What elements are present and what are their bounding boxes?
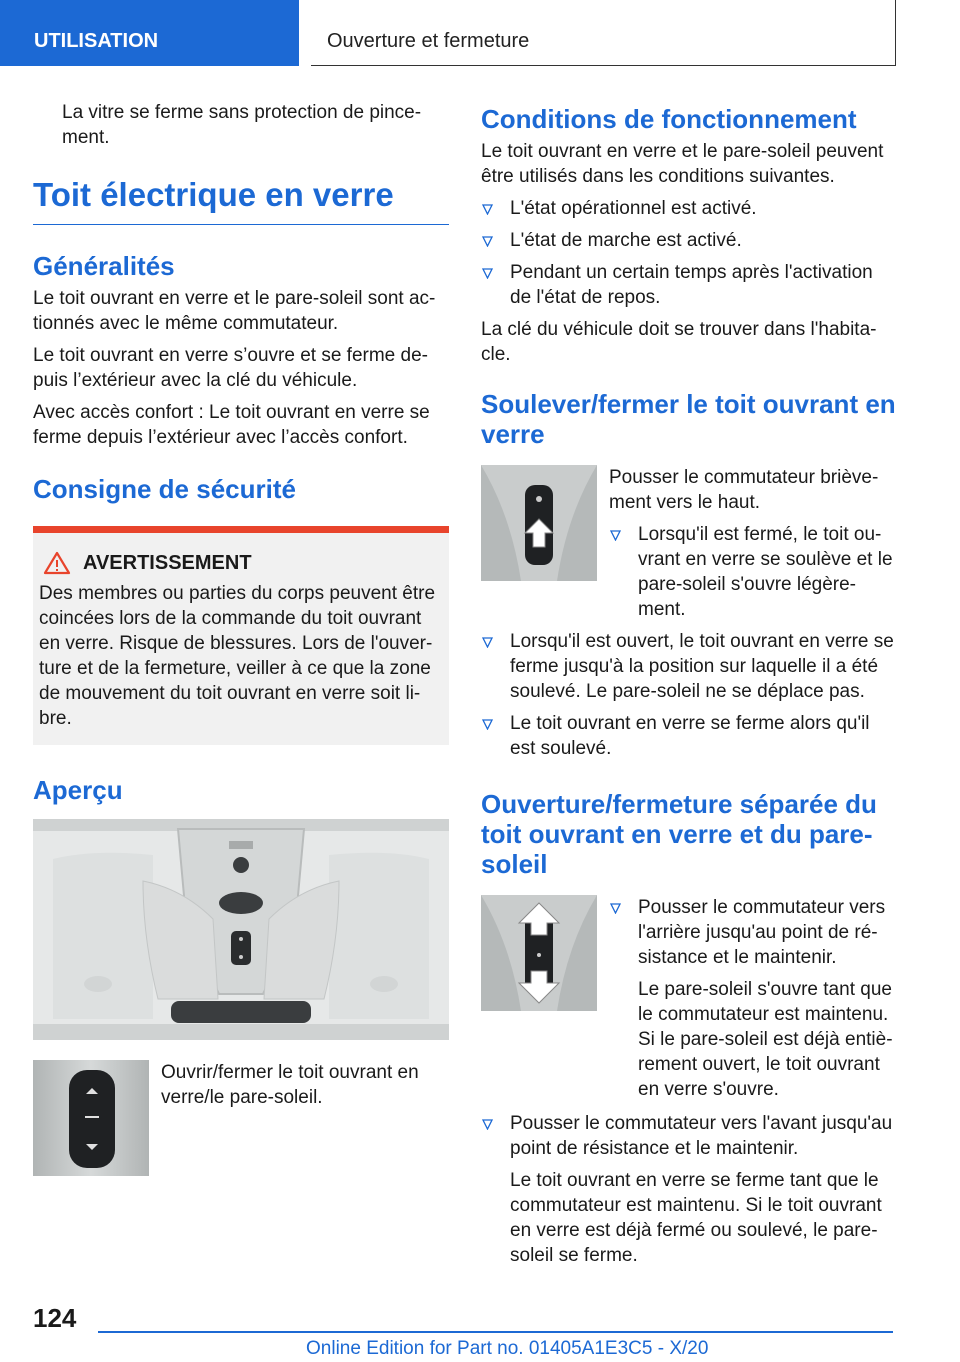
- heading-separee: Ouverture/fermeture séparée du toit ouvrant en verre et du pare-soleil: [481, 789, 877, 879]
- warning-box: [33, 526, 449, 745]
- list-item: Le toit ouvrant en verre se ferme alors qu'il est soulevé.: [481, 711, 897, 761]
- list-item: Lorsqu'il est fermé, le toit ou-vrant en verre se soulève et le pare-soleil s'ouvre légère-ment.: [609, 522, 897, 622]
- apercu-caption-wrap: [149, 1060, 449, 1176]
- switch-closeup-photo: [33, 1060, 149, 1176]
- warning-triangle-icon: [43, 551, 71, 575]
- overhead-console-illustration: [33, 819, 449, 1040]
- soulever-media-text: [597, 465, 897, 629]
- generalites-p1: Le toit ouvrant en verre et le pare-soleil sont ac-tionnés avec le même commutateur.: [33, 288, 436, 334]
- separee-media-text: [597, 895, 897, 1109]
- overhead-console-photo: [33, 819, 449, 1040]
- list-item: L'état opérationnel est activé.: [481, 196, 897, 221]
- footer-divider: [98, 1331, 893, 1333]
- bullet-triangle-icon: [482, 204, 493, 215]
- list-item: Pendant un certain temps après l'activation de l'état de repos.: [481, 260, 897, 310]
- left-column: [33, 100, 449, 1176]
- intro-text: La vitre se ferme sans protection de pince-ment.: [62, 102, 422, 148]
- section-tab: UTILISATION: [0, 0, 299, 66]
- list-item: Pousser le commutateur vers l'avant jusqu'au point de résistance et le maintenir.: [481, 1111, 897, 1161]
- conditions-intro: Le toit ouvrant en verre et le pare-soleil peuvent être utilisés dans les conditions suivantes.: [481, 141, 884, 187]
- page-number: 124: [33, 1303, 77, 1333]
- list-item: L'état de marche est activé.: [481, 228, 897, 253]
- soulever-intro: Pousser le commutateur briève-ment vers le haut.: [609, 467, 879, 513]
- separee-list: [481, 1111, 897, 1161]
- bullet-triangle-icon: [482, 1119, 493, 1130]
- heading-generalites: Généralités: [33, 251, 175, 281]
- generalites-p2: Le toit ouvrant en verre s’ouvre et se ferme de-puis l’extérieur avec la clé du véhicule.: [33, 345, 428, 391]
- switch-updown-illustration: [481, 895, 597, 1011]
- bullet-triangle-icon: [482, 637, 493, 648]
- warning-text: Des membres ou parties du corps peuvent être coincées lors de la commande du toit ouvrant en verre. Risque de blessures. Lors de l'ouver-ture et de la fermeture, veiller à ce que la zone de mouvement du toit ouvrant en verre soit li-bre.: [39, 583, 436, 729]
- heading-apercu: Aperçu: [33, 775, 123, 805]
- chapter-title: Ouverture et fermeture: [311, 0, 896, 66]
- separee-item2-follow: Le toit ouvrant en verre se ferme tant que le commutateur est maintenu. Si le toit ouvrant en verre est déjà fermé ou soulevé, le pare-soleil se ferme.: [510, 1170, 882, 1266]
- edition-text: Online Edition for Part no. 01405A1E3C5 - X/20: [306, 1338, 709, 1359]
- warning-label: AVERTISSEMENT: [83, 551, 252, 574]
- bullet-triangle-icon: [482, 719, 493, 730]
- right-column: [481, 100, 897, 1275]
- page-header: [0, 0, 960, 66]
- conditions-list: [481, 196, 897, 310]
- page-title: Toit électrique en verre: [33, 176, 449, 225]
- generalites-p3: Avec accès confort : Le toit ouvrant en verre se ferme depuis l’extérieur avec l’accès confort.: [33, 402, 430, 448]
- bullet-triangle-icon: [610, 903, 621, 914]
- switch-updown-photo: [481, 895, 597, 1011]
- separee-media-row: [481, 895, 897, 1109]
- heading-securite: Consigne de sécurité: [33, 474, 296, 504]
- apercu-media-row: [33, 1060, 449, 1176]
- switch-up-photo: [481, 465, 597, 581]
- list-item: Pousser le commutateur vers l'arrière jusqu'au point de ré-sistance et le maintenir.: [609, 895, 897, 970]
- roof-switch-illustration: [33, 1060, 149, 1176]
- switch-up-illustration: [481, 465, 597, 581]
- bullet-triangle-icon: [610, 530, 621, 541]
- bullet-triangle-icon: [482, 268, 493, 279]
- conditions-outro: La clé du véhicule doit se trouver dans l'habita-cle.: [481, 319, 877, 365]
- heading-conditions: Conditions de fonctionnement: [481, 104, 857, 134]
- soulever-media-row: [481, 465, 897, 629]
- bullet-triangle-icon: [482, 236, 493, 247]
- separee-item1-follow: Le pare-soleil s'ouvre tant que le commutateur est maintenu. Si le pare-soleil est déjà entiè-rement ouvert, le toit ouvrant en verre s'ouvre.: [638, 979, 893, 1100]
- soulever-list: [481, 629, 897, 761]
- heading-soulever: Soulever/fermer le toit ouvrant en verre: [481, 389, 896, 449]
- warning-header: [39, 551, 443, 575]
- apercu-caption: Ouvrir/fermer le toit ouvrant en verre/le pare-soleil.: [161, 1062, 419, 1108]
- list-item: Lorsqu'il est ouvert, le toit ouvrant en verre se ferme jusqu'à la position sur laquelle il a été soulevé. Le pare-soleil ne se déplace pas.: [481, 629, 897, 704]
